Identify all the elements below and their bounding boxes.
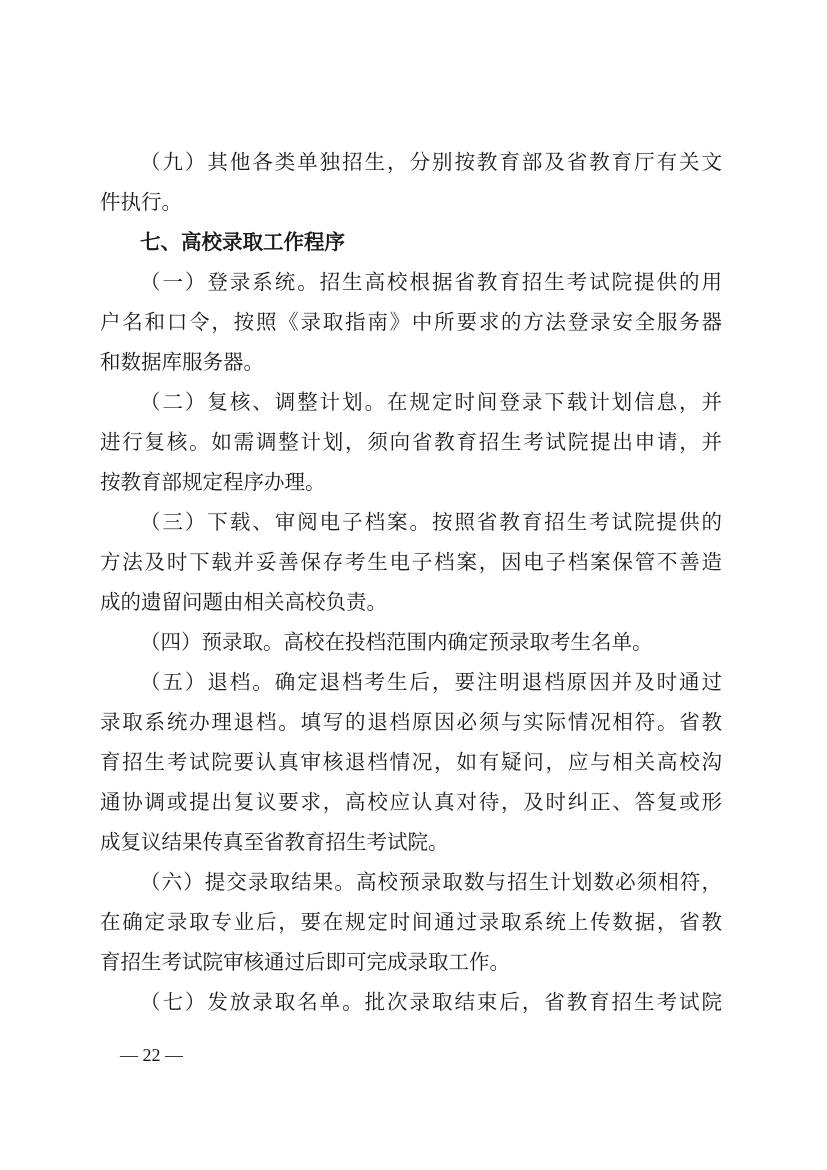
paragraph-item-4-line-1: （四）预录取。高校在投档范围内确定预录取考生名单。 (140, 630, 653, 654)
paragraph-item-5-line-2: 录取系统办理退档。填写的退档原因必须与实际情况相符。省教 (100, 710, 722, 734)
paragraph-item-2-line-1: （二）复核、调整计划。在规定时间登录下载计划信息，并 (140, 390, 722, 414)
section-heading: 七、高校录取工作程序 (140, 230, 345, 254)
paragraph-item-5-line-5: 成复议结果传真至省教育招生考试院。 (100, 830, 449, 854)
paragraph-item-1-line-3: 和数据库服务器。 (100, 350, 264, 374)
paragraph-item-7-line-1: （七）发放录取名单。批次录取结束后，省教育招生考试院 (140, 990, 722, 1014)
paragraph-item-3-line-3: 成的遗留问题由相关高校负责。 (100, 590, 387, 614)
paragraph-item-5-line-1: （五）退档。确定退档考生后，要注明退档原因并及时通过 (140, 670, 722, 694)
paragraph-item-3-line-1: （三）下载、审阅电子档案。按照省教育招生考试院提供的 (140, 510, 722, 534)
paragraph-item-3-line-2: 方法及时下载并妥善保存考生电子档案，因电子档案保管不善造 (100, 550, 722, 574)
paragraph-item-2-line-2: 进行复核。如需调整计划，须向省教育招生考试院提出申请，并 (100, 430, 722, 454)
paragraph-item-5-line-4: 通协调或提出复议要求，高校应认真对待，及时纠正、答复或形 (100, 790, 722, 814)
paragraph-item-1-line-2: 户名和口令，按照《录取指南》中所要求的方法登录安全服务器 (100, 310, 722, 334)
paragraph-item-1-line-1: （一）登录系统。招生高校根据省教育招生考试院提供的用 (140, 270, 722, 294)
paragraph-item-5-line-3: 育招生考试院要认真审核退档情况，如有疑问，应与相关高校沟 (100, 750, 722, 774)
paragraph-item-6-line-2: 在确定录取专业后，要在规定时间通过录取系统上传数据，省教 (100, 910, 722, 934)
paragraph-item-6-line-1: （六）提交录取结果。高校预录取数与招生计划数必须相符， (140, 870, 722, 894)
paragraph-item-9-line-2: 件执行。 (100, 190, 182, 214)
paragraph-item-9-line-1: （九）其他各类单独招生，分别按教育部及省教育厅有关文 (140, 150, 722, 174)
paragraph-item-6-line-3: 育招生考试院审核通过后即可完成录取工作。 (100, 950, 510, 974)
paragraph-item-2-line-3: 按教育部规定程序办理。 (100, 470, 326, 494)
page-number: — 22 — (120, 1045, 183, 1065)
